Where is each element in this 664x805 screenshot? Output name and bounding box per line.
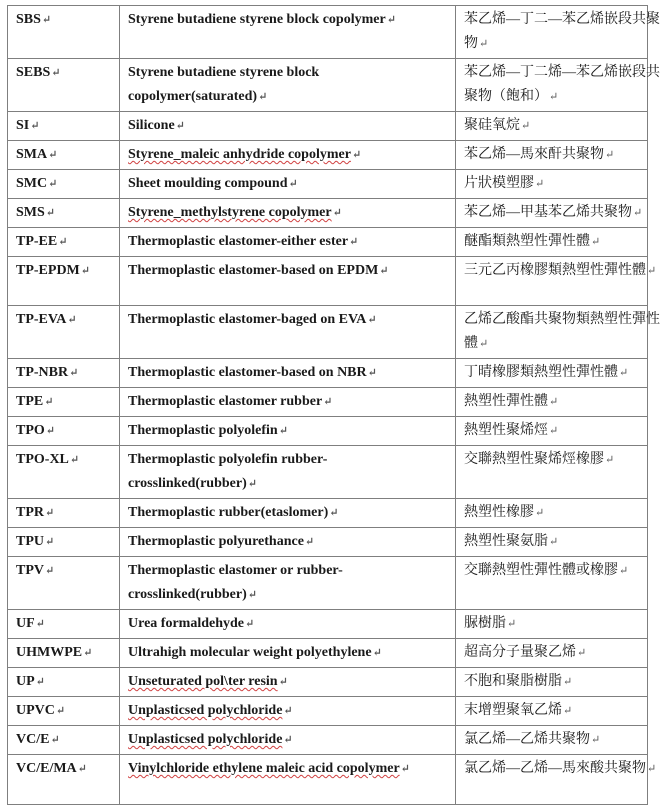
abbr-cell: UF↵ <box>8 610 120 639</box>
abbr-cell: VC/E↵ <box>8 726 120 755</box>
abbr-cell: TPR↵ <box>8 499 120 528</box>
chinese-cell: 苯乙烯—丁二烯—苯乙烯嵌段共聚物（飽和）↵ <box>456 59 648 112</box>
abbr-cell: TPU↵ <box>8 528 120 557</box>
english-cell: Thermoplastic elastomer-either ester↵ <box>120 228 456 257</box>
chinese-cell: 乙烯乙酸酯共聚物類熱塑性彈性體↵ <box>456 306 648 359</box>
table-row <box>8 499 648 528</box>
chinese-cell: 苯乙烯—丁二—苯乙烯嵌段共聚物↵ <box>456 6 648 59</box>
english-cell: Thermoplastic elastomer-baged on EVA↵ <box>120 306 456 359</box>
chinese-cell: 丁晴橡膠類熱塑性彈性體↵ <box>456 359 648 388</box>
english-cell: Thermoplastic polyolefin rubber-crosslinked(rubber)↵ <box>120 446 456 499</box>
abbr-cell: SEBS↵ <box>8 59 120 112</box>
chinese-cell: 苯乙烯—甲基苯乙烯共聚物↵ <box>456 199 648 228</box>
table-row <box>8 417 648 446</box>
abbr-cell: TP-EPDM↵ <box>8 257 120 306</box>
chinese-cell: 交聯熱塑性聚烯烴橡膠↵ <box>456 446 648 499</box>
abbr-cell: SMC↵ <box>8 170 120 199</box>
table-row <box>8 528 648 557</box>
chinese-cell: 苯乙烯—馬來酐共聚物↵ <box>456 141 648 170</box>
english-cell: Thermoplastic elastomer or rubber-crosslinked(rubber)↵ <box>120 557 456 610</box>
chinese-cell: 三元乙丙橡膠類熱塑性彈性體↵ <box>456 257 648 306</box>
chinese-cell: 醚酯類熱塑性彈性體↵ <box>456 228 648 257</box>
english-cell: Urea formaldehyde↵ <box>120 610 456 639</box>
abbr-cell: SMS↵ <box>8 199 120 228</box>
abbr-cell: SMA↵ <box>8 141 120 170</box>
english-cell: Ultrahigh molecular weight polyethylene↵ <box>120 639 456 668</box>
chinese-cell: 超高分子量聚乙烯↵ <box>456 639 648 668</box>
table-row <box>8 257 648 306</box>
table-row <box>8 199 648 228</box>
table-row <box>8 697 648 726</box>
english-cell: Silicone↵ <box>120 112 456 141</box>
chinese-cell: 熱塑性聚烯烴↵ <box>456 417 648 446</box>
table-row <box>8 359 648 388</box>
english-cell: Vinylchloride ethylene maleic acid copolymer↵ <box>120 755 456 805</box>
abbr-cell: VC/E/MA↵ <box>8 755 120 805</box>
english-cell: Unseturated pol\ter resin↵ <box>120 668 456 697</box>
abbr-cell: SI↵ <box>8 112 120 141</box>
abbr-cell: TPO-XL↵ <box>8 446 120 499</box>
english-cell: Unplasticsed polychloride↵ <box>120 726 456 755</box>
abbr-cell: UP↵ <box>8 668 120 697</box>
table-row <box>8 755 648 805</box>
english-cell: Styrene_maleic anhydride copolymer↵ <box>120 141 456 170</box>
english-cell: Styrene butadiene styrene block copolymer(saturated)↵ <box>120 59 456 112</box>
chinese-cell: 交聯熱塑性彈性體或橡膠↵ <box>456 557 648 610</box>
table-row <box>8 228 648 257</box>
abbr-cell: TPE↵ <box>8 388 120 417</box>
table-row <box>8 388 648 417</box>
chinese-cell: 不胞和聚脂樹脂↵ <box>456 668 648 697</box>
chinese-cell: 脲樹脂↵ <box>456 610 648 639</box>
abbr-cell: SBS↵ <box>8 6 120 59</box>
english-cell: Sheet moulding compound↵ <box>120 170 456 199</box>
chinese-cell: 熱塑性橡膠↵ <box>456 499 648 528</box>
english-cell: Thermoplastic rubber(etaslomer)↵ <box>120 499 456 528</box>
table-row <box>8 112 648 141</box>
table-row <box>8 170 648 199</box>
table-row <box>8 610 648 639</box>
chinese-cell: 聚硅氧烷↵ <box>456 112 648 141</box>
table-row <box>8 639 648 668</box>
chinese-cell: 氯乙烯—乙烯共聚物↵ <box>456 726 648 755</box>
english-cell: Thermoplastic polyurethance↵ <box>120 528 456 557</box>
english-cell: Unplasticsed polychloride↵ <box>120 697 456 726</box>
abbr-cell: TPO↵ <box>8 417 120 446</box>
table-row <box>8 141 648 170</box>
table-row <box>8 306 648 359</box>
polymer-abbreviation-table <box>7 5 660 805</box>
abbr-cell: TPV↵ <box>8 557 120 610</box>
chinese-cell: 氯乙烯—乙烯—馬來酸共聚物↵ <box>456 755 648 805</box>
table-row <box>8 668 648 697</box>
english-cell: Styrene_methylstyrene copolymer↵ <box>120 199 456 228</box>
abbr-cell: UPVC↵ <box>8 697 120 726</box>
abbr-cell: TP-EE↵ <box>8 228 120 257</box>
table-row <box>8 557 648 610</box>
table-row <box>8 446 648 499</box>
chinese-cell: 熱塑性聚氨脂↵ <box>456 528 648 557</box>
chinese-cell: 片狀模塑膠↵ <box>456 170 648 199</box>
english-cell: Thermoplastic elastomer-based on NBR↵ <box>120 359 456 388</box>
table-row <box>8 726 648 755</box>
abbr-cell: TP-EVA↵ <box>8 306 120 359</box>
table-row <box>8 59 648 112</box>
chinese-cell: 末增塑聚氧乙烯↵ <box>456 697 648 726</box>
chinese-cell: 熱塑性彈性體↵ <box>456 388 648 417</box>
abbr-cell: UHMWPE↵ <box>8 639 120 668</box>
english-cell: Thermoplastic elastomer-based on EPDM↵ <box>120 257 456 306</box>
abbr-cell: TP-NBR↵ <box>8 359 120 388</box>
table-row <box>8 6 648 59</box>
english-cell: Thermoplastic elastomer rubber↵ <box>120 388 456 417</box>
english-cell: Styrene butadiene styrene block copolymer↵ <box>120 6 456 59</box>
english-cell: Thermoplastic polyolefin↵ <box>120 417 456 446</box>
